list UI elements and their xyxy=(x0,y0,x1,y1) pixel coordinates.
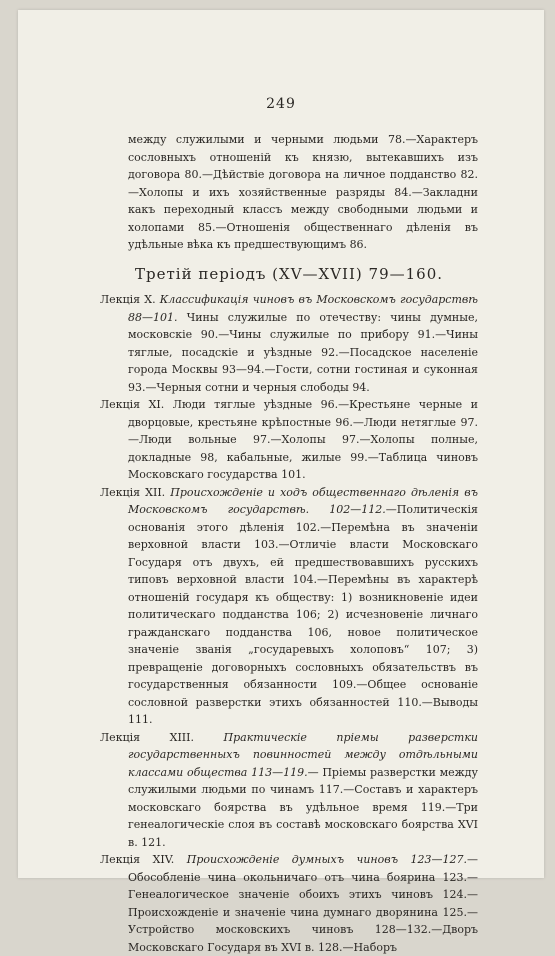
lecture-11 xyxy=(100,396,478,484)
lecture-label: Лекція XIII. xyxy=(100,730,194,744)
lecture-13 xyxy=(100,729,478,852)
lecture-12 xyxy=(100,484,478,729)
lecture-title: Происхожденіе и ходъ общественнаго дѣленія въ Московскомъ государствѣ. 102—112. xyxy=(128,485,478,516)
lecture-title: Происхожденіе думныхъ чиновъ 123—127. xyxy=(186,853,467,866)
lecture-title: Классификація чиновъ въ Московскомъ государствѣ 88—101. xyxy=(128,293,479,324)
lecture-14 xyxy=(100,851,478,956)
page-content xyxy=(100,131,478,956)
lecture-text: Пріемы разверстки между служилыми людьми по чинамъ 117.—Составъ и характеръ московскаго боярства въ удѣльное время 119.—Три генеалогическіе слоя въ составѣ московскаго боярства XVI в. 121. xyxy=(128,765,478,849)
lecture-label: Лекція X. xyxy=(100,293,156,306)
lecture-text: —Политическія основанія этого дѣленія 102.—Перемѣна въ значеніи верховной власти 103.—Отличіе власти Московскаго Государя отъ двухъ, ей предшествовавшихъ русскихъ типовъ верховной власти 104.—Перемѣны въ характерѣ отношеній государя къ обществу: 1) возникновеніе идеи политическаго подданства 106; 2) исчезновеніе личнаго гражданскаго подданства 106, новое политическое значеніе званія „государевыхъ холоповъ“ 107; 3) превращеніе договорныхъ сословныхъ обязательствъ въ государственныя обязанности 109.—Общее основаніе сословной разверстки этихъ обязанностей 110.—Выводы 111. xyxy=(128,503,478,726)
intro-paragraph: между служилыми и черными людьми 78.—Характеръ сословныхъ отношеній къ князю, вытекавшихъ изъ договора 80.—Дѣйствіе договора на личное подданство 82.—Холопы и ихъ хозяйственные разряды 84.—Закладни какъ переходный классъ между свободными людьми и холопами 85.—Отношенія общественнаго дѣленія въ удѣльные вѣка къ предшествующимъ 86. xyxy=(128,133,478,251)
lecture-title: Практическіе пріемы разверстки государственныхъ повинностей между отдѣльными классами общества 113—119.— xyxy=(128,730,478,779)
lecture-text: Люди тяглые уѣздные 96.—Крестьяне черные и дворцовые, крестьяне крѣпостные 96.—Люди нетяглые 97.—Люди вольные 97.—Холопы 97.—Холопы полные, докладные 98, кабальные, жилые 99.—Таблица чиновъ Московскаго государства 101. xyxy=(128,398,479,481)
section-heading: Третій періодъ (XV—XVII) 79—160. xyxy=(134,264,444,283)
lecture-text: —Обособленіе чина окольничаго отъ чина боярина 123.—Генеалогическое значеніе обоихъ этихъ чиновъ 124.—Происхожденіе и значеніе чина думнаго дворянина 125.—Устройство московскихъ чиновъ 128—132.—Дворъ Московскаго Государя въ XVI в. 128.—Наборъ xyxy=(128,853,478,954)
page-number: 249 xyxy=(266,96,296,112)
lecture-label: Лекція XI. xyxy=(100,398,165,411)
lecture-text: Чины служилые по отечеству: чины думные, московскіе 90.—Чины служилые по прибору 91.—Чины тяглые, посадскіе и уѣздные 92.—Посадское населеніе города Москвы 93—94.—Гости, сотни гостиная и суконная 93.—Черныя сотни и черныя слободы 94. xyxy=(128,310,478,394)
lecture-label: Лекція XII. xyxy=(100,485,166,499)
book-page xyxy=(18,10,544,954)
lecture-10 xyxy=(100,291,478,396)
lecture-label: Лекція XIV. xyxy=(100,853,175,866)
